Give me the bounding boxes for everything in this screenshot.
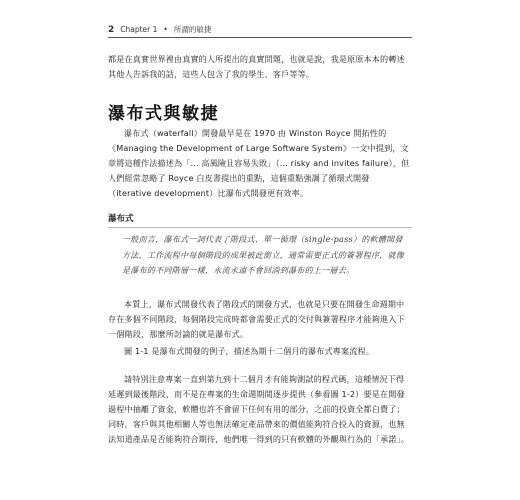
sidebar-title: 瀑布式 (108, 214, 134, 224)
section-title: 瀑布式與敏捷 (108, 104, 219, 124)
intro-paragraph: 都是在真實世界裡由真實的人所提出的真實問題，也就是說，我是原原本本的轉述其他人告訴我的話，這些人包含了我的學生、客戶等等。 (108, 54, 405, 79)
running-header (108, 24, 412, 35)
sidebar-text: 一般而言，瀑布式一詞代表了階段式、單一循環（single-pass）的軟體開發方法，工作流程中每個階段的成果被此銜立，通常需要正式的簽署程序，就像是瀑布的不同階層一樣，永流永遠不會回淌到瀑布的上一層去。 (122, 235, 405, 275)
page-number: 2 (108, 25, 115, 35)
header-divider (108, 37, 412, 38)
paragraph-phased-development: 本質上，瀑布式開發代表了階段式的開發方式，也就是只要在開發生命週期中存在多個不同階段，每個階段完成時都會需要正式的交付與簽署程序才能夠進入下一個階段，那麼所討論的就是瀑布式。 (108, 299, 405, 339)
paragraph-waterfall-origin: 瀑布式（waterfall）開發最早是在 1970 由 Winston Royce 開拓性的《Managing the Development of Large Software System》一文中提到，文章將這種作法描述為「... 高風險且容易失敗」（... risky and invites failure），但人們經常忽略了 Royce 白皮書提出的重點，這個重點強調了循環式開發（iterative development）比瀑布式開發更有效率。 (108, 128, 410, 198)
paragraph-risk: 請特別注意專案一直到第九到十二個月才有能夠測試的程式碼，這種情況下得延遲到最後階段，而不是在專案的生命週期間逐步提供（參看圖 1-2）要是在開發過程中抽離了資金，軟體也許不會留下任何有用的部分，之前的投資全都白費了；同時，客戶與其他相關人等也無法確定產品帶來的價值能夠符合投入的資源，也無法知道產品是否能夠符合期待，他們唯一得到的只有軟體的外觀與行為的「承諾」。 (108, 374, 409, 444)
header-separator: • (163, 25, 168, 34)
chapter-label: Chapter 1 (120, 25, 158, 34)
sidebar-divider (108, 227, 412, 228)
paragraph-figure-reference: 圖 1-1 是瀑布式開發的例子，描述為期十二個月的瀑布式專案流程。 (124, 346, 374, 356)
chapter-title: 所謂的敏捷 (173, 25, 212, 34)
